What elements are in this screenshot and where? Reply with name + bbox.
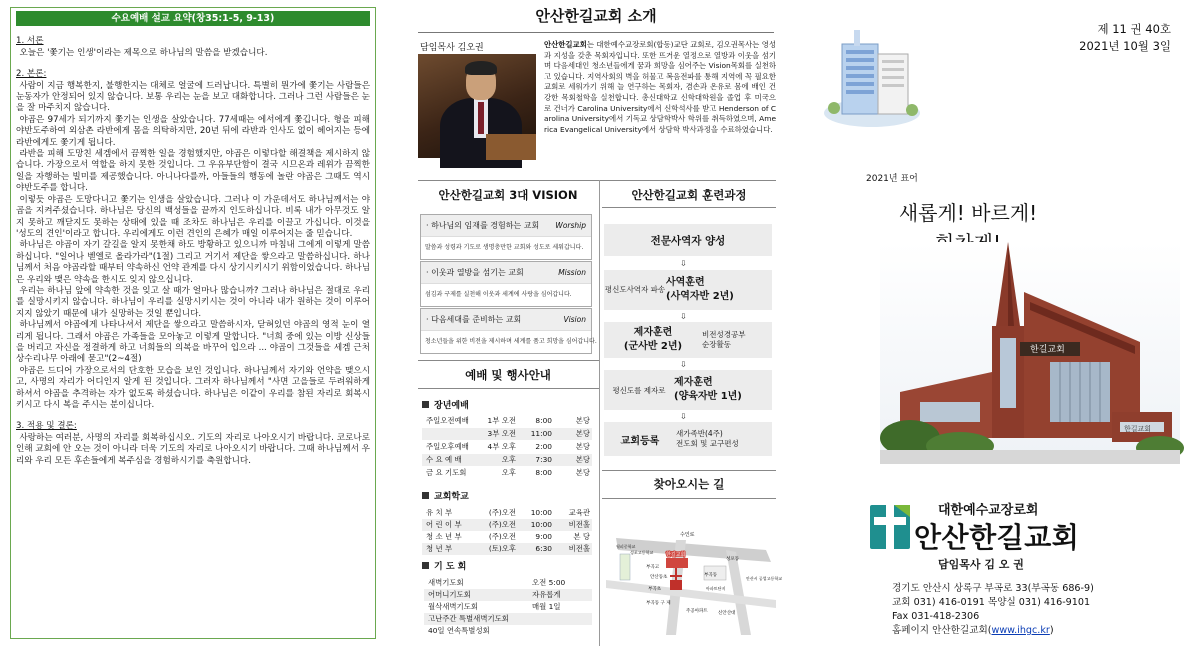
table-row: 어머니기도회 자유롭게 [424,589,592,601]
issue-date: 2021년 10월 3일 [1079,39,1171,53]
map-label: 성포동 [726,557,740,562]
map-label: 한길교회 [666,552,686,558]
pastor-caption: 담임목사 김오권 [420,43,484,53]
map-title: 찾아오시는 길 [653,477,725,491]
map-label: 주공아파트 [686,609,708,614]
sermon-paragraph: 하나님은 야곱이 자기 갈길을 알지 못한채 하도 방황하고 있으니까 마침내 그에게 이렇게 말씀하십니다. "일어나 벧엘로 올라가라"(1절) 그리고 거기서 제단을 쌓으라고 말씀하십니다. 하나님께서 처음 야곱라할 때부터 약속하신 언약 관계를 다시 상기시키시기 위함이었습니다. 하나님은 우리와 맺은 약속을 한시도 잊지 않으십니다. [16,240,370,285]
training-step-register: 교회등록 새가족반(4주) 전도회 및 교구편성 [604,422,772,456]
map-label: 부곡초 [648,587,662,592]
training-step-disciple-soldier: 제자훈련 (군사반 2년) 비전성경공부 순장활동 [604,322,772,358]
vision-desc: 섬김과 구제를 실천해 이웃과 세계에 사랑을 심어갑니다. [425,291,572,298]
issue-info [1079,21,1171,55]
map-label: 부곡동 [704,573,718,578]
map-label: 부곡동 구 제 [646,601,671,606]
vision-desc: 청소년들을 위한 비전을 제시하며 세계를 품고 희망을 심어갑니다. [425,338,597,345]
location-map [606,510,783,635]
down-arrow-icon: ⇩ [680,312,687,321]
pastor-photo [418,54,536,158]
vision-item-worship [420,214,592,260]
fax: Fax 031-418-2306 [892,611,980,622]
vision-item-vision [420,308,597,354]
table-row: 청 년 부 (토)오후 6:30 비전홀 [422,543,592,555]
vision-item-mission [420,261,592,307]
map-label: 부곡고 [646,565,660,570]
vision-desc: 말씀과 성령과 기도로 생명충만한 교회와 성도로 세워갑니다. [425,244,584,251]
table-row: 주일오전예배 1부 오전 8:00 본당 [426,416,590,425]
building-sign-lower: 한길교회 [1124,425,1152,433]
table-row: 3부 오전 11:00 본당 [422,428,592,440]
map-label: 수인로 [680,532,695,538]
table-row: 40일 연속특별성회 [428,626,490,635]
contact-info [892,582,1094,638]
sermon-paragraph: 라반을 피해 도망친 세겜에서 끔찍한 일을 경험했지만, 야곱은 이렇다할 해결책을 제시하지 않습니다. 가장으로서 역할을 하지 못한 것입니다. 그 우유부단함이 결국 시므온과 레위가 끔찍한 일을 자행하는 빌미를 제공했습니다. 아니나다를까, 아들들의 행동에 놀란 야곱은 그때도 역시 야반도주를 합니다. [16,149,370,194]
table-row: 수 요 예 배 오후 7:30 본당 [422,454,592,466]
sermon-section-intro [16,36,370,59]
church-intro-panel [414,0,783,646]
vision-ko: · 다음세대를 준비하는 교회 [426,315,522,324]
vision-title: 안산한길교회 3대 VISION [438,188,578,202]
divider [418,180,776,181]
sermon-paragraph: 야곱은 97세가 되기까지 쫓기는 인생을 살았습니다. 77세때는 에서에게 쫓깁니다. 형을 피해 야반도주하여 외삼촌 라반에게 몸을 의탁하지만, 20년 뒤에 라반과 인사도 없이 헤어지는 등에 라반에게도 쫓기게 됩니다. [16,114,371,148]
sermon-paragraph: 하나님께서 야곱에게 나타나셔서 제단을 쌓으라고 말씀하시자, 닫혀있던 야곱의 영적 눈이 열리게 됩니다. 그래서 야곱은 가족들을 모아놓고 이렇게 말합니다. "너희 중에 있는 이방 신상들을 버리고 자신을 정결하게 하고 너희들의 의복을 바꾸어 입으라 ... 야곱이 그것들을 세겜 근처 상수리나무 아래에 묻고"(2~4절) [16,320,370,365]
table-row: 청 소 년 부 (주)오전 9:00 본 당 [426,532,590,541]
issue-number: 제 11 권 40호 [1097,22,1171,36]
sermon-paragraph: 우리는 하나님 앞에 약속한 것을 잊고 살 때가 얼마나 많습니까? 그러나 하나님은 절대로 우리를 실망시키지 않습니다. 하나님이 우리를 실망시키시는 것이 아니라 내가 원하는 것이 이루어지지 않았기 때문에 내가 실망하는 것일 뿐입니다. [16,285,370,319]
worship-heading-school: 교회학교 [422,489,469,502]
church-name: 안산한길교회 [914,521,1080,554]
sermon-paragraph: 이렇듯 야곱은 도망다니고 쫓기는 인생을 살았습니다. 그러나 이 가운데서도 하나님께서는 야곱을 지켜주셨습니다. 하나님은 당신의 백성들을 끝까지 인도하십니다. 비록 내가 아무것도 알지 못하고 깨닫지도 못하는 상태에 있을 때 조차도 하나님은 우리를 이끌고 가십니다. 이것을 '성도의 견인'이라고 합니다. 우리에게도 이런 견인의 은혜가 매일 이루어지는 줄 믿습니다. [16,194,370,239]
address: 경기도 안산시 상록구 부곡로 33(부곡동 686-9) [892,583,1094,594]
sermon-paragraph: 사람이 지금 행복한지, 불행한지는 대체로 얼굴에 드러납니다. 특별히 뭔가에 쫓기는 사람들은 눈동자가 안정되어 있지 않습니다. 보통 우리는 눈을 보고 대화합니다. 그러나 그런 사람들은 눈을 잘 마주치지 않습니다. [16,80,370,114]
worship-title: 예배 및 행사안내 [465,368,551,382]
down-arrow-icon: ⇩ [680,259,687,268]
vision-en: Vision [563,315,586,324]
vision-en: Mission [558,268,586,277]
phone: 교회 031) 416-0191 목양실 031) 416-9101 [892,597,1091,608]
building-sign: 한길교회 [1030,345,1065,355]
divider [602,470,776,471]
training-title: 안산한길교회 훈련과정 [631,188,747,202]
worship-heading-prayer: 기 도 회 [422,559,466,572]
table-row: 새벽기도회 오전 5:00 [428,578,566,587]
intro-text [544,40,776,135]
divider [418,388,599,389]
education-building-illustration [824,18,920,128]
map-label: 안산동초 [650,575,668,580]
worship-heading-adult: 장년예배 [422,398,469,411]
pastor-line: 담임목사 김 오 권 [938,558,1024,571]
motto-caption: 2021년 표어 [866,174,918,184]
intro-church-name: 안산한길교회 [544,40,587,49]
sermon-paragraph: 야곱은 드디어 가장으로서의 단호한 모습을 보인 것입니다. 하나님께서 자기와 언약을 맺으시고, 사명의 자리가 어디인지 알게 된 것입니다. 그러자 하나님께서 "사면 고을들로 두려워하게 하셔서 야곱을 추격하는 자가 없도록 하셨습니다. 하나님은 이같이 우리를 참된 자리로 회복시키시고 다시 복을 주시는 분이십니다. [16,365,370,410]
denomination: 대한예수교장로회 [938,503,1039,518]
map-label: 아파트단지 [706,586,726,591]
sermon-title: 수요예배 설교 요약(창35:1-5, 9-13) [16,11,370,26]
divider [602,207,776,208]
divider [418,360,599,361]
map-label: 성포고등학교 [630,550,654,555]
section-heading: 3. 적용 및 결론: [16,421,77,432]
section-heading: 1. 서론 [16,36,44,47]
table-row: 월삭새벽기도회 매월 1일 [428,602,561,611]
sermon-section-conclusion [16,421,370,467]
intro-title: 안산한길교회 소개 [418,0,774,33]
homepage: 홈페이지 안산한길교회(www.ihgc.kr) [892,625,1054,636]
sermon-summary-panel [10,7,376,639]
training-step-disciple-nurture: 평신도를 제자로 제자훈련 (양육자반 1년) [604,370,772,410]
table-row: 금 요 기도회 오후 8:00 본당 [426,468,590,477]
map-label: 안산시 공업고등학교 [746,576,783,581]
divider [602,498,776,499]
table-row: 주일오후예배 4부 오후 2:00 본당 [426,442,590,451]
sermon-paragraph: 사랑하는 여러분, 사명의 자리를 회복하십시오. 기도의 자리로 나아오시기 바랍니다. 코로나로 인해 교회에 안 오는 것이 아니라 더욱 기도의 자리로 나아오시기 바랍니다. 그때 하나님께서 우리와 우리 모든 후손들에게 복주심을 경험하시기를 축원합니다. [16,432,370,466]
sermon-section-body [16,69,370,411]
sermon-paragraph: 오늘은 '쫓기는 인생'이라는 제목으로 하나님의 말씀을 받겠습니다. [19,47,268,58]
training-step-ministry: 평신도사역자 파송 사역훈련 (사역자반 2년) [604,270,772,310]
church-building-illustration [880,242,1180,464]
map-label: 월피중학교 [616,544,636,549]
table-row: 고난주간 특별새벽기도회 [424,613,592,625]
motto-line-1: 새롭게! 바르게! [898,201,1038,225]
table-row: 유 치 부 (주)오전 10:00 교육관 [426,508,590,517]
front-cover-panel [818,0,1190,646]
divider [599,180,600,646]
homepage-link[interactable]: www.ihgc.kr [991,625,1050,636]
vision-ko: · 하나님의 임재를 경험하는 교회 [426,221,540,230]
down-arrow-icon: ⇩ [680,412,687,421]
vision-en: Worship [555,221,586,230]
table-row: 어 린 이 부 (주)오전 10:00 비전홀 [422,519,592,531]
vision-ko: · 이웃과 열방을 섬기는 교회 [426,268,524,277]
section-heading: 2. 본론: [16,69,47,80]
training-step-expert: 전문사역자 양성 [604,224,772,256]
intro-body: 는 대한예수교장로회(합동)교단 교회로, 김오권목사는 영성과 지성을 갖춘 목회자입니다. 또한 뜨거운 열정으로 열방과 이웃을 섬기며 다음세대인 청소년들에게 꿈과 희망을 심어주는 Vision목회를 실천하고 있습니다. 지역사회의 벽을 허물고 복음전파를 통해 지역에 꼭 필요한 교회로 세워가기 위해 늘 연구하는 목회자, 겸손과 온유로 몸에 배인 건강한 목회철학을 실천합니다. 총신대학교 신학대학원을 졸업 후 미국으로 건너가 Carolina University에서 신학석사를 받고 Henderson of Carolina University에서 기독교 상담학박사 학위를 취득하였으며, America Evangelical University에서 상담학 박사과정을 수료하였습니다. [544,40,776,134]
down-arrow-icon: ⇩ [680,360,687,369]
map-label: 신안산대 [718,611,736,616]
church-logo-icon [870,501,910,549]
